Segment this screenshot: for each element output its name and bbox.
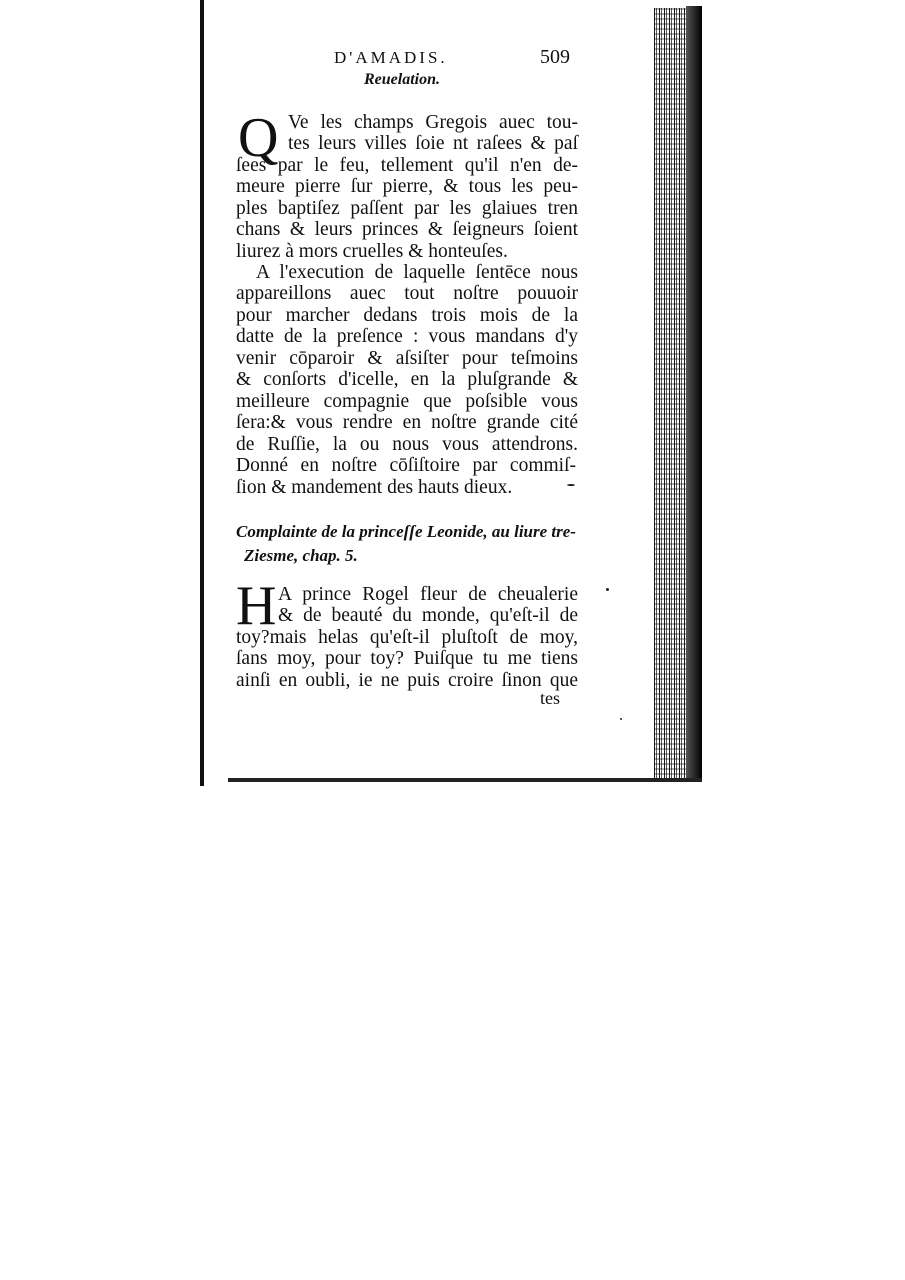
heading-line: Ziesme, chap. 5. [244,546,358,565]
text-line: liurez à mors cruelles & honteuſes. [236,241,508,262]
text-line: venir cōparoir & aſsiſter pour teſmoins [236,348,578,369]
paragraph-revelation [236,107,580,262]
heading-line: Complainte de la princeſſe Leonide, au liure tre- [236,522,576,541]
paragraph-complaint [236,575,580,694]
ink-speck [606,588,609,591]
text-line: appareillons auec tout noſtre pouuoir [236,283,578,304]
text-line: ſera:& vous rendre en noſtre grande cité [236,412,578,433]
page-header [330,44,590,94]
text-line: ſees par le feu, tellement qu'il n'en de- [236,155,578,176]
text-line: tes leurs villes ſoie nt raſees & paſ [288,133,578,154]
text-line: A l'execution de laquelle ſentēce nous [256,262,578,283]
text-line: meilleure compagnie que poſsible vous [236,391,578,412]
text-line: & de beauté du monde, qu'eſt-il de [278,605,578,626]
text-line: ainſi en oubli, ie ne puis croire ſinon que [236,670,578,691]
running-title: D'AMADIS. [334,48,448,67]
drop-cap-h: H [236,575,277,637]
text-line: chans & leurs princes & ſeigneurs ſoient [236,219,578,240]
text-line: Ve les champs Gregois auec tou- [288,112,578,133]
text-line: de Ruſſie, la ou nous vous attendrons. [236,434,578,455]
binding-shadow [686,6,702,782]
chapter-heading [236,520,586,568]
catchword: tes [540,688,560,708]
paragraph-sentence [236,262,580,502]
text-line: datte de la preſence : vous mandans d'y [236,326,578,347]
ink-speck [620,718,622,720]
text-line: toy?mais helas qu'eſt-il pluſtoſt de moy, [236,627,578,648]
section-title: Reuelation. [364,71,441,88]
text-line: ſion & mandement des hauts dieux. [236,477,513,498]
text-line: A prince Rogel fleur de cheualerie [278,584,578,605]
page-bottom-edge [228,778,702,782]
page-number: 509 [540,46,570,68]
text-line: meure pierre ſur pierre, & tous les peu- [236,176,578,197]
text-line: ſans moy, pour toy? Puiſque tu me tiens [236,648,578,669]
text-line: ples baptiſez paſſent par les glaiues tren [236,198,578,219]
drop-cap-q: Q [238,107,279,169]
text-line: & conſorts d'icelle, en la pluſgrande & [236,369,578,390]
text-line: Donné en noſtre cōſiſtoire par commiſ- [236,455,576,476]
ink-speck [567,484,575,486]
text-line: pour marcher dedans trois mois de la [236,305,578,326]
